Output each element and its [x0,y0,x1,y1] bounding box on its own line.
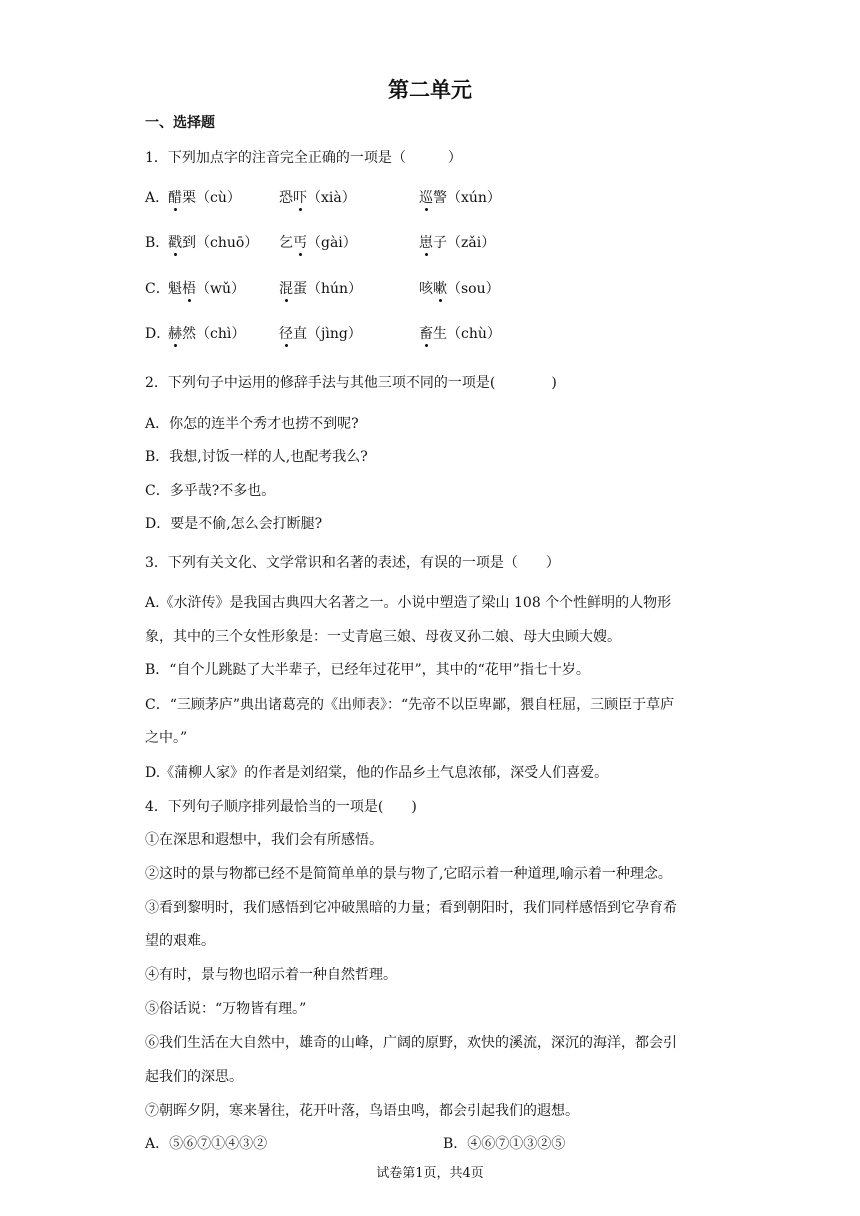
dotted-character: 畜 [419,323,433,343]
dotted-character: 戳 [168,232,182,252]
dotted-character: 嗽 [433,278,447,298]
question-1-stem: 1．下列加点字的注音完全正确的一项是（ ） [145,150,462,166]
option-word-1: 醋栗（cù） [168,187,241,207]
section-heading: 一、选择题 [145,115,215,131]
dotted-character: 醋 [168,187,182,207]
dotted-character: 巡 [419,187,433,207]
dotted-character: 混 [279,278,293,298]
option-word-1: 赫然（chì） [168,323,245,343]
dotted-character: 丐 [293,232,307,252]
page-title: 第二单元 [388,78,472,102]
question-2-option-a: A．你怎的连半个秀才也捞不到呢? [145,416,359,432]
question-3-option-b: B．“自个儿跳跶了大半辈子，已经年过花甲”，其中的“花甲”指七十岁。 [145,662,590,678]
option-word-2: 混蛋（hún） [279,278,362,298]
question-2-option-b: B．我想,讨饭一样的人,也配考我么? [145,449,368,465]
question-2-stem: 2．下列句子中运用的修辞手法与其他三项不同的一项是( ) [145,375,557,391]
option-word-3: 巡警（xún） [419,187,501,207]
sentence-5: ⑤俗话说：“万物皆有理。” [145,1001,307,1017]
question-3-option-c-line2: 之中。” [145,730,188,746]
question-1-option-d [145,323,645,343]
question-2-option-d: D．要是不偷,怎么会打断腿? [145,516,323,532]
dotted-character: 梧 [182,278,196,298]
sentence-2: ②这时的景与物都已经不是简简单单的景与物了,它昭示着一种道理,喻示着一种理念。 [145,866,672,882]
sentence-3-line2: 望的艰难。 [145,933,215,949]
question-1-option-a [145,187,645,207]
question-4-option-b: B．④⑥⑦①③②⑤ [443,1136,566,1152]
question-3-option-d: D.《蒲柳人家》的作者是刘绍棠，他的作品乡土气息浓郁，深受人们喜爱。 [145,765,609,781]
option-word-3: 崽子（zǎi） [419,232,495,252]
question-3-option-a-line2: 象，其中的三个女性形象是：一丈青扈三娘、母夜叉孙二娘、母大虫顾大嫂。 [145,629,621,645]
option-word-1: 戳到（chuō） [168,232,258,252]
question-1-option-b [145,232,645,252]
question-3-option-c-line1: C．“三顾茅庐”典出诸葛亮的《出师表》：“先帝不以臣卑鄙，猥自枉屈，三顾臣于草庐 [145,697,675,713]
dotted-character: 赫 [168,323,182,343]
sentence-1: ①在深思和遐想中，我们会有所感悟。 [145,832,383,848]
page-footer: 试卷第1页，共4页 [376,1166,484,1181]
dotted-character: 径 [279,323,293,343]
option-word-1: 魁梧（wǔ） [168,278,245,298]
question-1-option-c [145,278,645,298]
option-word-2: 恐吓（xià） [279,187,356,207]
dotted-character: 崽 [419,232,433,252]
option-word-3: 畜生（chù） [419,323,501,343]
question-4-stem: 4．下列句子顺序排列最恰当的一项是( ) [145,799,417,815]
option-word-3: 咳嗽（sou） [419,278,500,298]
option-letter: C． [145,281,170,297]
option-word-2: 径直（jìng） [279,323,362,343]
sentence-4: ④有时，景与物也昭示着一种自然哲理。 [145,967,397,983]
question-4-option-a: A．⑤⑥⑦①④③② [145,1136,268,1152]
dotted-character: 吓 [293,187,307,207]
sentence-6-line2: 起我们的深思。 [145,1069,243,1085]
question-2-option-c: C．多乎哉?不多也。 [145,483,276,499]
question-3-stem: 3．下列有关文化、文学常识和名著的表述，有误的一项是（ ） [145,555,560,571]
sentence-6-line1: ⑥我们生活在大自然中，雄奇的山峰，广阔的原野，欢快的溪流，深沉的海洋，都会引 [145,1035,677,1051]
option-word-2: 乞丐（gài） [279,232,357,252]
option-letter: A． [145,190,170,206]
question-3-option-a-line1: A.《水浒传》是我国古典四大名著之一。小说中塑造了梁山 108 个个性鲜明的人物形 [145,595,672,611]
sentence-7: ⑦朝晖夕阴，寒来暑往，花开叶落，鸟语虫鸣，都会引起我们的遐想。 [145,1103,579,1119]
option-letter: B． [145,235,170,251]
option-letter: D． [145,326,171,342]
sentence-3-line1: ③看到黎明时，我们感悟到它冲破黑暗的力量；看到朝阳时，我们同样感悟到它孕育希 [145,900,677,916]
